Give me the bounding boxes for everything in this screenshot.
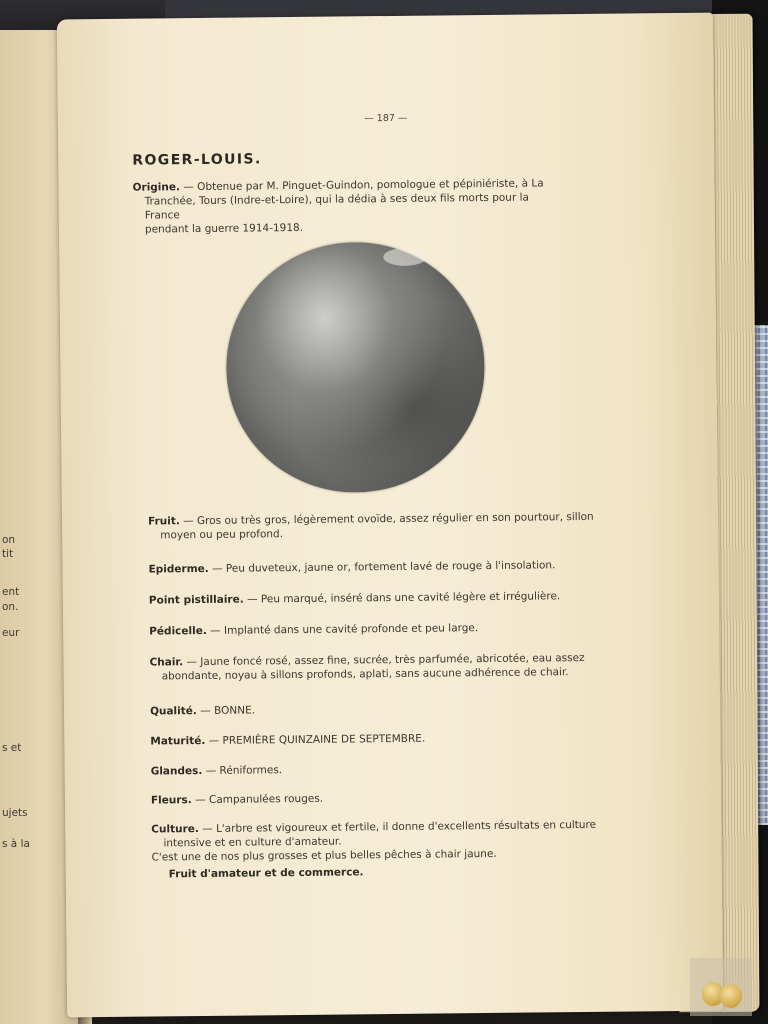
origin-label: Origine.	[132, 181, 181, 194]
watermark-thumbnail	[690, 958, 752, 1016]
origin-paragraph	[132, 176, 563, 236]
entry-label: Glandes.	[150, 764, 203, 778]
entry-label: Epiderme.	[148, 562, 209, 576]
entry-label: Chair.	[149, 656, 184, 669]
entry-text: — Implanté dans une cavité profonde et peu large.	[210, 622, 479, 637]
right-page	[57, 13, 723, 1018]
left-page-fragment: on	[2, 534, 16, 546]
left-page-fragment: s à la	[2, 838, 30, 850]
entry-text: abondante, noyau à sillons profonds, aplati, sans aucune adhérence de chair.	[161, 666, 569, 683]
entry-chair	[149, 651, 599, 684]
left-page-fragment: ujets	[2, 807, 28, 819]
entry-epiderme	[148, 558, 598, 577]
left-page-fragment: on.	[2, 601, 19, 613]
entry-text: intensive et en culture d'amateur.	[163, 835, 342, 850]
variety-title: ROGER-LOUIS.	[132, 151, 262, 169]
entry-text: — Campanulées rouges.	[195, 792, 324, 807]
entry-text: — BONNE.	[200, 704, 256, 717]
origin-text: Tranchée, Tours (Indre-et-Loire), qui la dédia à ses deux fils morts pour la France	[144, 191, 529, 222]
left-page-fragment: tit	[2, 548, 14, 560]
entry-text: — Réniformes.	[205, 764, 283, 777]
entry-text: moyen ou peu profond.	[160, 528, 284, 542]
origin-text: — Obtenue par M. Pinguet-Guindon, pomologue et pépiniériste, à La	[183, 177, 544, 194]
entry-label: Pédicelle.	[149, 624, 207, 638]
entry-text: — Peu marqué, inséré dans une cavité légère et irrégulière.	[246, 590, 561, 606]
entry-label: Qualité.	[149, 705, 197, 718]
origin-text: pendant la guerre 1914-1918.	[144, 221, 304, 236]
watermark-fruit-icon	[720, 984, 742, 1008]
entry-culture	[151, 818, 601, 865]
entry-fleurs	[151, 789, 601, 808]
entry-point-pistillaire	[149, 589, 599, 608]
entry-label: Point pistillaire.	[148, 593, 244, 607]
entry-text: — L'arbre est vigoureux et fertile, il donne d'excellents résultats en culture	[202, 818, 597, 835]
closing-line: Fruit d'amateur et de commerce.	[168, 866, 364, 881]
entry-label: Maturité.	[150, 734, 206, 748]
entry-label: Fleurs.	[150, 794, 192, 807]
left-page-fragment: ent	[2, 586, 20, 598]
entry-fruit	[148, 510, 598, 543]
entry-text: — Peu duveteux, jaune or, fortement lavé de rouge à l'insolation.	[211, 559, 556, 575]
entry-pedicelle	[149, 620, 599, 639]
entry-text: — Jaune foncé rosé, assez fine, sucrée, très parfumée, abricotée, eau assez	[186, 651, 585, 669]
left-page-fragment: eur	[2, 627, 20, 639]
entry-label: Fruit.	[147, 515, 180, 528]
entry-text: — Gros ou très gros, légèrement ovoïde, assez régulier en son pourtour, sillon	[183, 510, 594, 528]
entry-maturite	[150, 730, 600, 749]
entry-text: C'est une de nos plus grosses et plus belles pêches à chair jaune.	[151, 847, 497, 864]
left-page-fragment: s et	[2, 742, 22, 754]
entry-qualite	[150, 700, 600, 719]
peach-photograph	[225, 241, 486, 494]
entry-label: Culture.	[151, 823, 199, 836]
entry-glandes	[151, 760, 601, 779]
page-number: — 187 —	[364, 112, 408, 125]
entry-text: — PREMIÈRE QUINZAINE DE SEPTEMBRE.	[208, 732, 426, 747]
